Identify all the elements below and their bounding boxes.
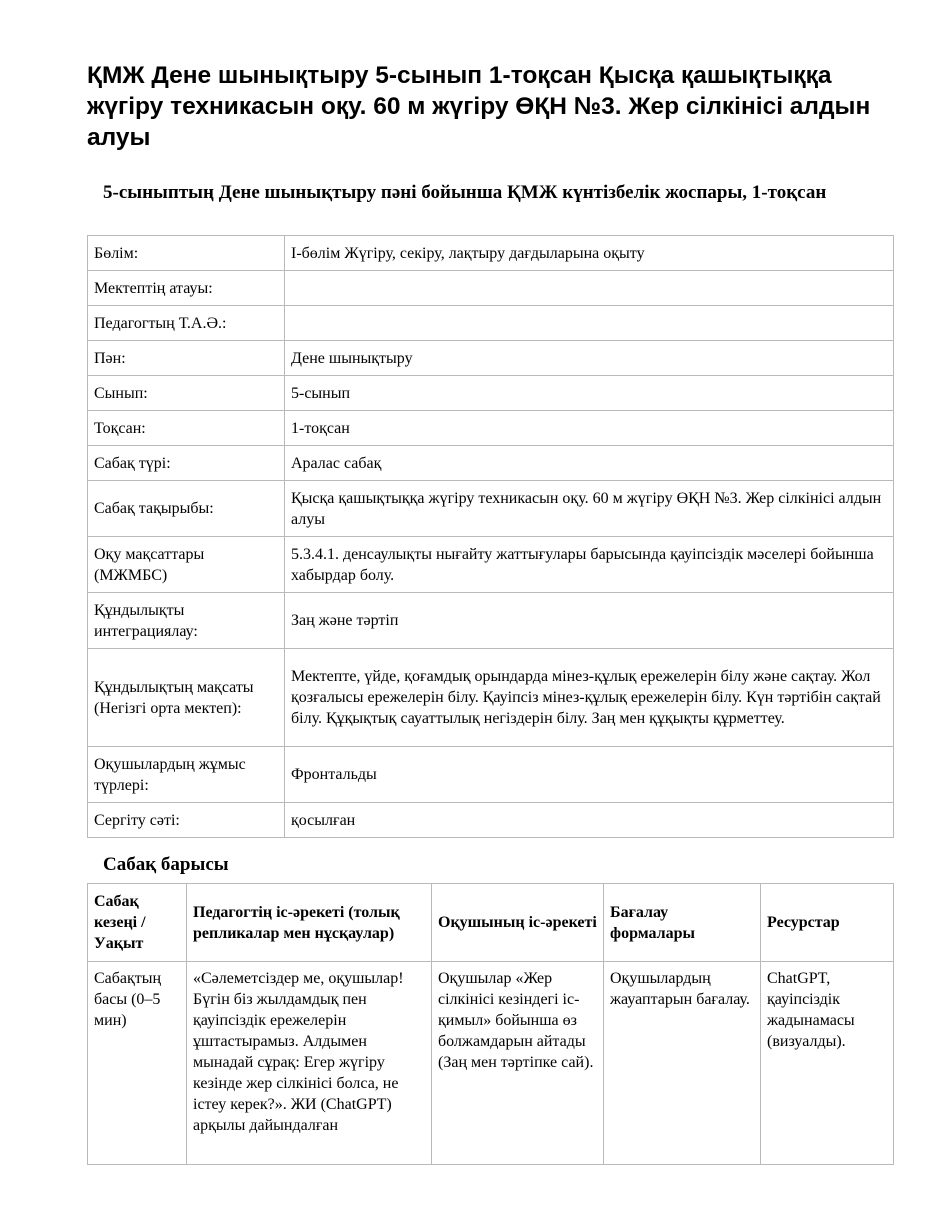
lesson-progress-table [87, 883, 894, 1165]
table-row [88, 271, 894, 306]
page-title: ҚМЖ Дене шынықтыру 5-сынып 1-тоқсан Қысқа қашықтыққа жүгіру техникасын оқу. 60 м жүгіру ӨҚН №3. Жер сілкінісі алдын алуы [87, 62, 871, 151]
row-value-lesson-topic: Қысқа қашықтыққа жүгіру техникасын оқу. 60 м жүгіру ӨҚН №3. Жер сілкінісі алдын алуы [285, 481, 894, 537]
table-row [88, 481, 894, 537]
table-row [88, 376, 894, 411]
table-row [88, 803, 894, 838]
row-label-value-integration: Құндылықты интеграциялау: [88, 593, 285, 649]
row-label-work-forms: Оқушылардың жұмыс түрлері: [88, 747, 285, 803]
table-row [88, 593, 894, 649]
row-value-section: І-бөлім Жүгіру, секіру, лақтыру дағдыларына оқыту [285, 236, 894, 271]
row-value-quarter: 1-тоқсан [285, 411, 894, 446]
row-value-school [285, 271, 894, 306]
cell-student-activity: Оқушылар «Жер сілкінісі кезіндегі іс-қимыл» бойынша өз болжамдарын айтады (Заң мен тәртіпке сай). [432, 962, 604, 1165]
table-row [88, 341, 894, 376]
row-value-teacher [285, 306, 894, 341]
row-value-refresh-break: қосылған [285, 803, 894, 838]
lesson-progress-heading: Сабақ барысы [103, 854, 229, 875]
table-row [88, 649, 894, 747]
row-label-refresh-break: Сергіту сәті: [88, 803, 285, 838]
table-row [88, 962, 894, 1165]
plan-subtitle: 5-сыныптың Дене шынықтыру пәні бойынша ҚМЖ күнтізбелік жоспары, 1-тоқсан [103, 182, 827, 203]
row-value-work-forms: Фронтальды [285, 747, 894, 803]
row-label-quarter: Тоқсан: [88, 411, 285, 446]
row-label-lesson-type: Сабақ түрі: [88, 446, 285, 481]
table-row [88, 306, 894, 341]
row-label-subject: Пән: [88, 341, 285, 376]
table-header-row [88, 884, 894, 962]
row-label-lesson-topic: Сабақ тақырыбы: [88, 481, 285, 537]
row-label-value-goal: Құндылықтың мақсаты (Негізгі орта мектеп): [88, 649, 285, 747]
column-header-resources: Ресурстар [761, 884, 894, 962]
row-value-value-integration: Заң және тәртіп [285, 593, 894, 649]
table-row [88, 236, 894, 271]
table-row [88, 411, 894, 446]
cell-assessment: Оқушылардың жауаптарын бағалау. [604, 962, 761, 1165]
table-row [88, 537, 894, 593]
row-label-teacher: Педагогтың Т.А.Ә.: [88, 306, 285, 341]
row-value-subject: Дене шынықтыру [285, 341, 894, 376]
row-value-lesson-type: Аралас сабақ [285, 446, 894, 481]
row-label-section: Бөлім: [88, 236, 285, 271]
table-row [88, 747, 894, 803]
column-header-student-activity: Оқушының іс-әрекеті [432, 884, 604, 962]
column-header-teacher-activity: Педагогтің іс-әрекеті (толық репликалар мен нұсқаулар) [187, 884, 432, 962]
row-label-school: Мектептің атауы: [88, 271, 285, 306]
cell-resources: ChatGPT, қауіпсіздік жадынамасы (визуалды). [761, 962, 894, 1165]
table-row [88, 446, 894, 481]
lesson-info-table [87, 235, 894, 838]
row-label-learning-objectives: Оқу мақсаттары (МЖМБС) [88, 537, 285, 593]
row-label-grade: Сынып: [88, 376, 285, 411]
column-header-stage: Сабақ кезеңі / Уақыт [88, 884, 187, 962]
row-value-value-goal: Мектепте, үйде, қоғамдық орындарда мінез-құлық ережелерін білу және сақтау. Жол қозғалысы ережелерін білу. Қауіпсіз мінез-құлық ережелерін білу. Күн тәртібін сақтай білу. Құқықтық сауаттылық негіздерін білу. Заң мен құқықты құрметтеу. [285, 649, 894, 747]
cell-stage: Сабақтың басы (0–5 мин) [88, 962, 187, 1165]
cell-teacher-activity: «Сәлеметсіздер ме, оқушылар! Бүгін біз жылдамдық пен қауіпсіздік ережелерін ұштастырамыз. Алдымен мынадай сұрақ: Егер жүгіру кезінде жер сілкінісі болса, не істеу керек?». ЖИ (ChatGPT) арқылы дайындалған [187, 962, 432, 1165]
row-value-learning-objectives: 5.3.4.1. денсаулықты нығайту жаттығулары барысында қауіпсіздік мәселері бойынша хабырдар болу. [285, 537, 894, 593]
column-header-assessment: Бағалау формалары [604, 884, 761, 962]
row-value-grade: 5-сынып [285, 376, 894, 411]
